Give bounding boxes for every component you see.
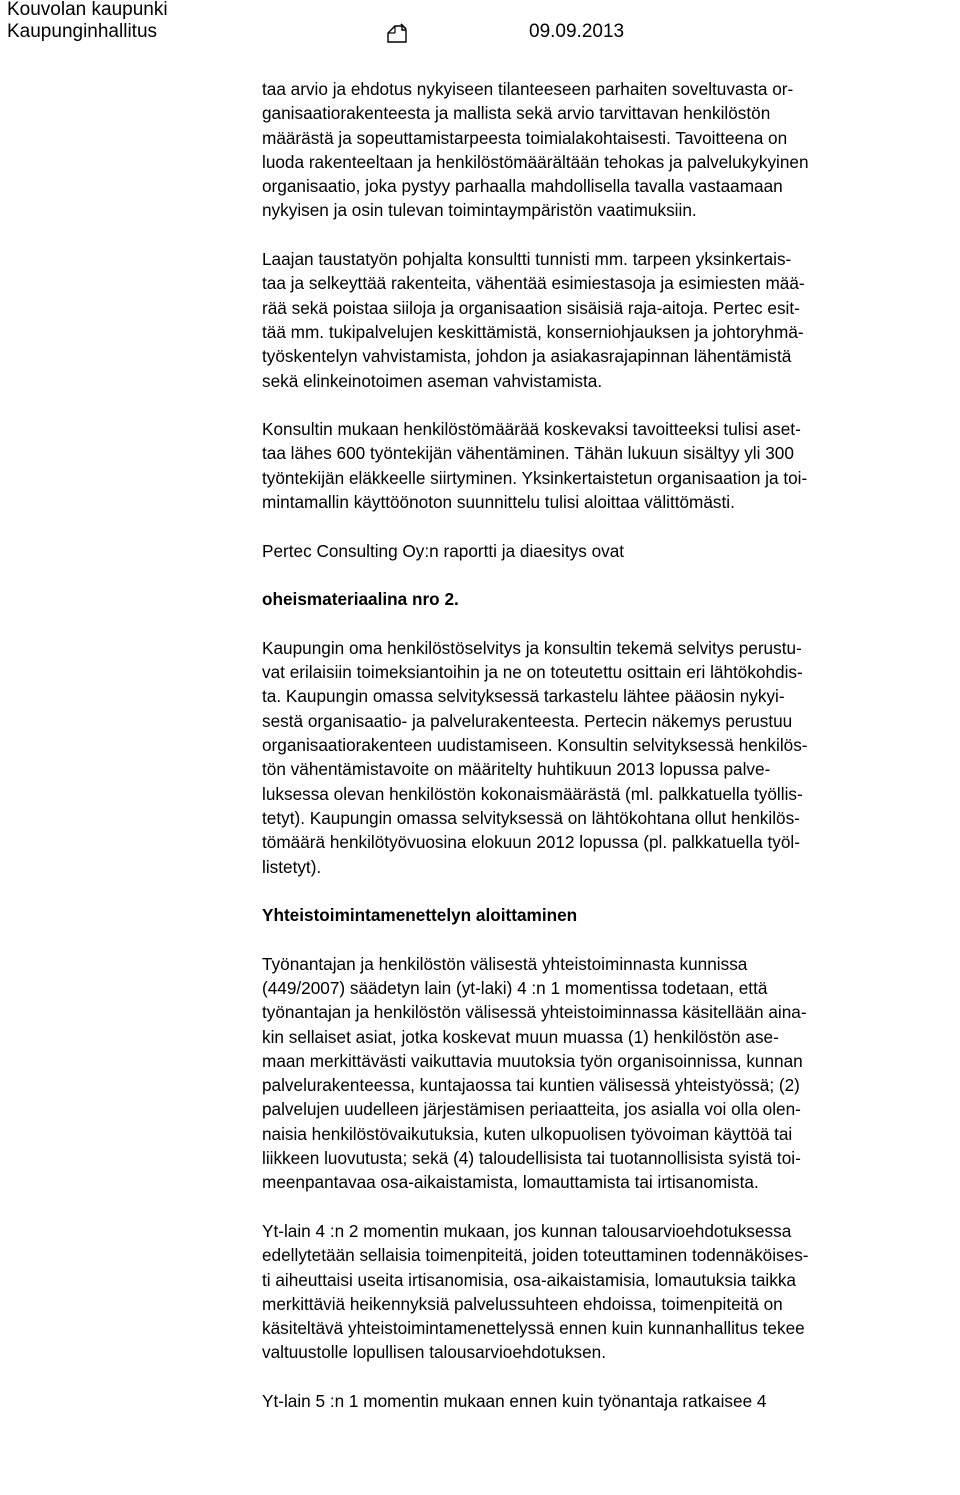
paragraph-assessment: taa arvio ja ehdotus nykyiseen tilanteeseen parhaiten soveltuvasta or- ganisaatiorakenteesta ja mallista sekä arvio tarvittavan henkilöstön määrästä ja sopeuttamistarpeesta toimialakohtaisesti. Tavoitteena on luoda rakenteeltaan ja henkilöstömäärältään tehokas ja palvelukykyinen organisaatio, joka pystyy parhaalla mahdollisella tavalla vastaamaan nykyisen ja osin tulevan toimintaympäristön vaatimuksiin.: [262, 79, 809, 221]
document-header: [7, 20, 947, 46]
governing-body: Kaupunginhallitus: [7, 21, 158, 42]
attachment-reference: oheismateriaalina nro 2.: [262, 589, 459, 610]
paragraph-comparison: Kaupungin oma henkilöstöselvitys ja konsultin tekemä selvitys perustu- vat erilaisiin toimeksiantoihin ja ne on toteutettu osittain eri lähtökohdis- ta. Kaupungin omassa selvityksessä tarkastelu lähtee pääosin nykyi- sestä organisaatio- ja palvelurakenteesta. Pertecin näkemys perustuu organisaatiorakenteen uudistamiseen. Konsultin selvityksessä henkilös- tön vähentämistavoite on määritelty huhtikuun 2013 lopussa palve- luksessa olevan henkilöstön kokonaismäärästä (ml. palkkatuella työllis- tetyt). Kaupungin omassa selvityksessä on lähtökohtana ollut henkilös- tömäärä henkilötyövuosina elokuun 2012 lopussa (pl. palkkatuella työl- listetyt).: [262, 637, 808, 877]
paragraph-report-reference: Pertec Consulting Oy:n raportti ja diaesitys ovat: [262, 540, 625, 561]
organization-name: Kouvolan kaupunki: [7, 0, 168, 20]
document-pen-icon: [386, 22, 408, 44]
section-heading: Yhteistoimintamenettelyn aloittaminen: [262, 905, 578, 926]
paragraph-budget-proposal: Yt-lain 4 :n 2 momentin mukaan, jos kunnan talousarvioehdotuksessa edellytetään sellaisia toimenpiteitä, joiden toteuttaminen todennäköises- ti aiheuttaisi useita irtisanomisia, osa-aikaistamisia, lomautuksia taikka merkittäviä heikennyksiä palvelussuhteen ehdoissa, toimenpiteitä on käsiteltävä yhteistoimintamenettelyssä ennen kuin kunnanhallitus tekee valtuustolle lopullisen talousarvioehdotuksen.: [262, 1220, 809, 1363]
paragraph-consultant-findings: Laajan taustatyön pohjalta konsultti tunnisti mm. tarpeen yksinkertais- taa ja selkeyttää rakenteita, vähentää esimiestasoja ja esimiesten mää- rää sekä poistaa siiloja ja organisaation sisäisiä raja-aitoja. Pertec esit- tää mm. tukipalvelujen keskittämistä, konserniohjauksen ja johtoryhmä- työskentelyn vahvistamista, johdon ja asiakasrajapinnan lähentämistä sekä elinkeinotoimen aseman vahvistamista.: [262, 249, 805, 391]
paragraph-cooperation-law: Työnantajan ja henkilöstön välisestä yhteistoiminnasta kunnissa (449/2007) säädetyn lain (yt-laki) 4 :n 1 momentissa todetaan, että työnantajan ja henkilöstön välisessä yhteistoiminnassa käsitellään aina- kin sellaiset asiat, jotka koskevat muun muassa (1) henkilöstön ase- maan merkittävästi vaikuttavia muutoksia työn organisoinnissa, kunnan palvelurakenteessa, kuntajaossa tai kuntien välisessä yhteistyössä; (2) palvelujen uudelleen järjestämisen periaatteita, jos asialla voi olla olen- naisia henkilöstövaikutuksia, kuten ulkopuolisen työvoiman käyttöä tai liikkeen luovutusta; sekä (4) taloudellisista tai tuotannollisista syistä toi- meenpantavaa osa-aikaistamista, lomauttamista tai irtisanomista.: [262, 953, 807, 1193]
document-body: [262, 77, 955, 1438]
meeting-date: 09.09.2013: [529, 21, 625, 42]
paragraph-final-line: Yt-lain 5 :n 1 momentin mukaan ennen kuin työnantaja ratkaisee 4: [262, 1391, 767, 1412]
paragraph-staff-reduction: Konsultin mukaan henkilöstömäärää koskevaksi tavoitteeksi tulisi aset- taa lähes 600 työntekijän vähentäminen. Tähän lukuun sisältyy yli 300 työntekijän eläkkeelle siirtyminen. Yksinkertaistetun organisaation ja toi- mintamallin käyttöönoton suunnittelu tulisi aloittaa välittömästi.: [262, 419, 808, 513]
